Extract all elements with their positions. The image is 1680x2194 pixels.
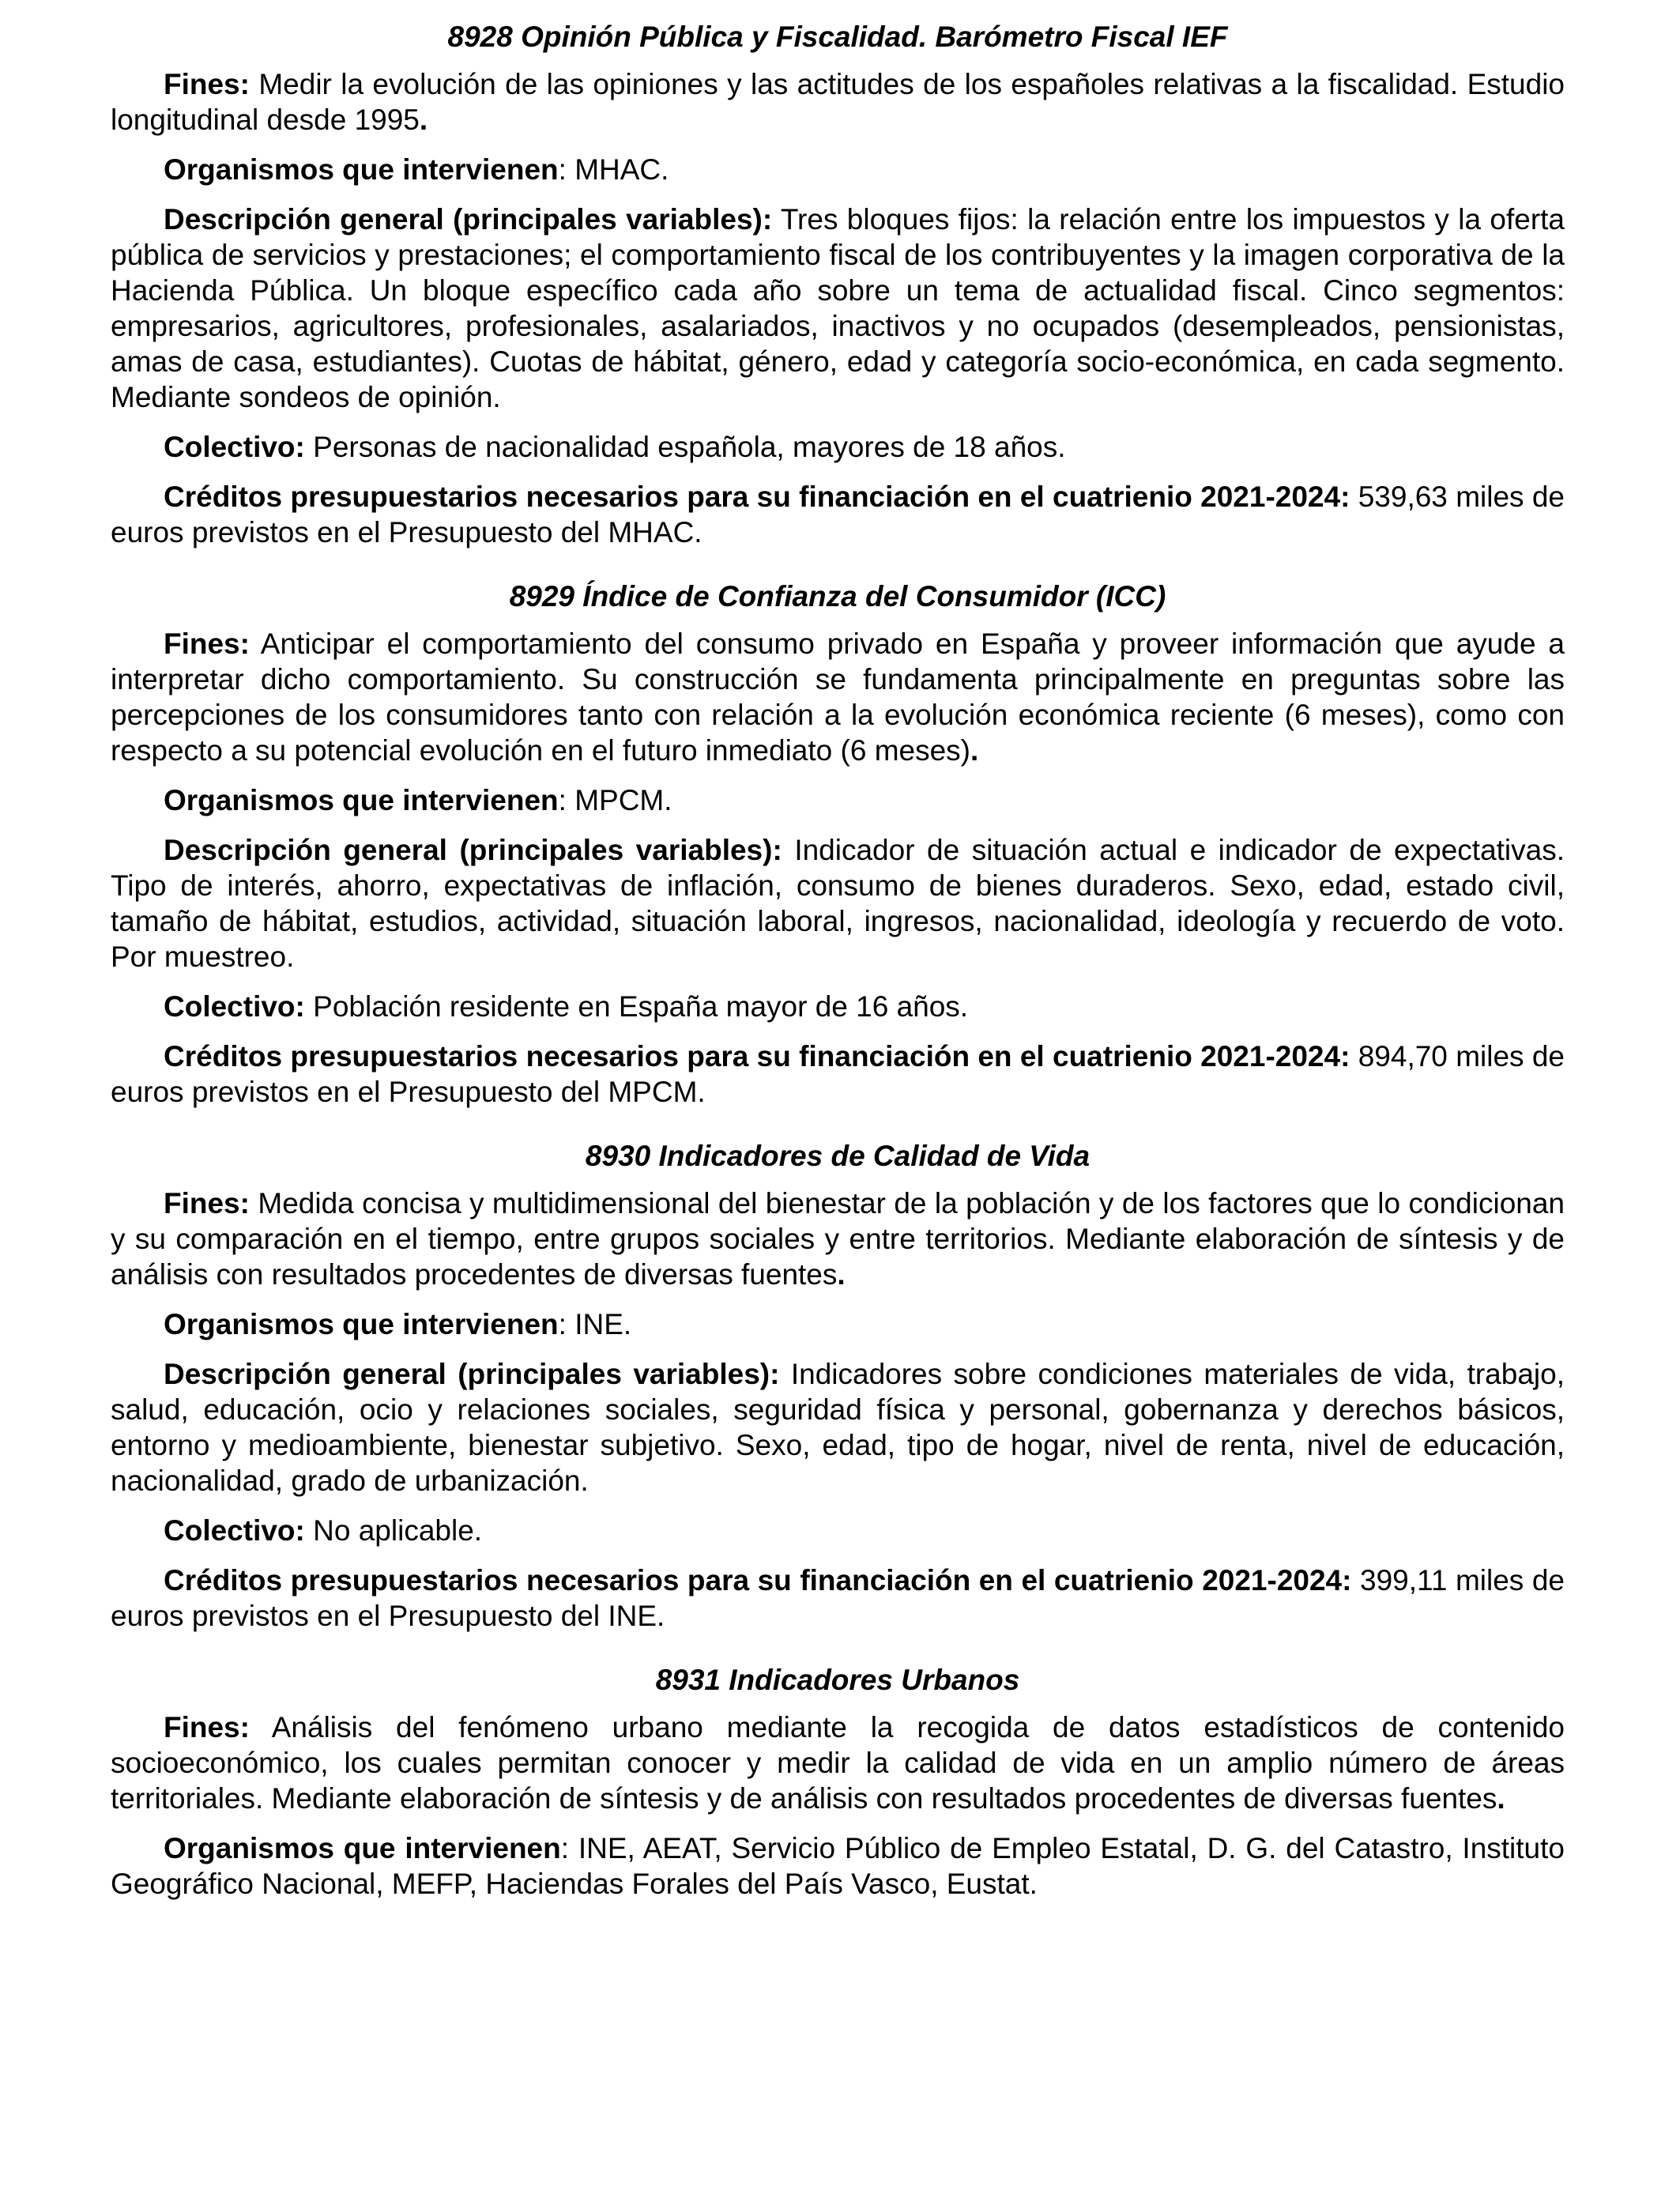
organismos-text: : MHAC. <box>558 153 669 186</box>
organismos-label: Organismos que intervienen <box>164 153 559 186</box>
colectivo-label: Colectivo: <box>164 990 305 1023</box>
colectivo-paragraph <box>111 1513 1565 1548</box>
entry-8928 <box>111 14 1565 550</box>
colectivo-text: Personas de nacionalidad española, mayores de 18 años. <box>304 431 1066 463</box>
creditos-text: 894,70 miles de euros previstos en el Presupuesto del MPCM. <box>111 1040 1565 1108</box>
fines-text: Análisis del fenómeno urbano mediante la recogida de datos estadísticos de contenido socioeconómico, los cuales permitan conocer y medir la calidad de vida en un amplio número de áreas territoriales. Mediante elaboración de síntesis y de análisis con resultados procedentes de diversas fuentes <box>111 1711 1565 1815</box>
fines-paragraph <box>111 1186 1565 1292</box>
organismos-label: Organismos que intervienen <box>164 1308 559 1340</box>
fines-label: Fines: <box>164 1711 250 1744</box>
organismos-paragraph <box>111 1306 1565 1342</box>
colectivo-paragraph <box>111 989 1565 1024</box>
descripcion-text: Indicador de situación actual e indicador de expectativas. Tipo de interés, ahorro, expectativas de inflación, consumo de bienes duraderos. Sexo, edad, estado civil, tamaño de hábitat, estudios, actividad, situación laboral, ingresos, nacionalidad, ideología y recuerdo de voto. Por muestreo. <box>111 834 1565 973</box>
organismos-paragraph <box>111 1830 1565 1902</box>
creditos-paragraph <box>111 1563 1565 1634</box>
creditos-text: 539,63 miles de euros previstos en el Presupuesto del MHAC. <box>111 481 1565 548</box>
fines-end: . <box>837 1258 846 1291</box>
colectivo-text: Población residente en España mayor de 16 años. <box>304 990 969 1023</box>
fines-paragraph <box>111 66 1565 138</box>
creditos-paragraph <box>111 479 1565 550</box>
fines-label: Fines: <box>164 628 250 660</box>
organismos-text: : INE. <box>558 1308 632 1340</box>
entry-title: 8929 Índice de Confianza del Consumidor (ICC) <box>509 580 1166 613</box>
creditos-label: Créditos presupuestarios necesarios para su financiación en el cuatrienio 2021-2024: <box>164 1040 1350 1072</box>
fines-paragraph <box>111 1710 1565 1816</box>
descripcion-paragraph <box>111 202 1565 415</box>
organismos-text: : MPCM. <box>558 784 672 816</box>
creditos-text: 399,11 miles de euros previstos en el Presupuesto del INE. <box>111 1564 1565 1632</box>
creditos-label: Créditos presupuestarios necesarios para su financiación en el cuatrienio 2021-2024: <box>164 1564 1352 1596</box>
spacer <box>111 564 1565 574</box>
fines-end: . <box>419 104 428 136</box>
fines-end: . <box>970 734 979 767</box>
organismos-paragraph <box>111 782 1565 818</box>
spacer <box>111 1648 1565 1657</box>
descripcion-paragraph <box>111 1356 1565 1498</box>
fines-end: . <box>1497 1782 1505 1815</box>
colectivo-paragraph <box>111 429 1565 465</box>
entry-8930 <box>111 1133 1565 1634</box>
spacer <box>111 1124 1565 1133</box>
organismos-label: Organismos que intervienen <box>164 784 559 816</box>
fines-text: Anticipar el comportamiento del consumo privado en España y proveer información que ayude a interpretar dicho comportamiento. Su construcción se fundamenta principalmente en preguntas sobre las percepciones de los consumidores tanto con relación a la evolución económica reciente (6 meses), como con respecto a su potencial evolución en el futuro inmediato (6 meses) <box>111 628 1565 767</box>
entry-8929 <box>111 574 1565 1110</box>
organismos-label: Organismos que intervienen <box>164 1832 561 1864</box>
descripcion-label: Descripción general (principales variables): <box>164 834 782 866</box>
descripcion-text: Indicadores sobre condiciones materiales de vida, trabajo, salud, educación, ocio y relaciones sociales, seguridad física y personal, gobernanza y derechos básicos, entorno y medioambiente, bienestar subjetivo. Sexo, edad, tipo de hogar, nivel de renta, nivel de educación, nacionalidad, grado de urbanización. <box>111 1358 1565 1497</box>
colectivo-label: Colectivo: <box>164 431 305 463</box>
organismos-paragraph <box>111 152 1565 187</box>
document-page <box>111 14 1565 1916</box>
organismos-text: : INE, AEAT, Servicio Público de Empleo Estatal, D. G. del Catastro, Instituto Geográfico Nacional, MEFP, Haciendas Forales del País Vasco, Eustat. <box>111 1832 1565 1900</box>
colectivo-label: Colectivo: <box>164 1514 305 1547</box>
colectivo-text: No aplicable. <box>304 1514 483 1547</box>
descripcion-paragraph <box>111 832 1565 974</box>
fines-text: Medida concisa y multidimensional del bienestar de la población y de los factores que lo condicionan y su comparación en el tiempo, entre grupos sociales y entre territorios. Mediante elaboración de síntesis y de análisis con resultados procedentes de diversas fuentes <box>111 1187 1565 1291</box>
entry-title: 8931 Indicadores Urbanos <box>655 1664 1020 1696</box>
creditos-paragraph <box>111 1039 1565 1110</box>
fines-paragraph <box>111 626 1565 768</box>
entry-8931 <box>111 1657 1565 1902</box>
descripcion-text: Tres bloques fijos: la relación entre los impuestos y la oferta pública de servicios y prestaciones; el comportamiento fiscal de los contribuyentes y la imagen corporativa de la Hacienda Pública. Un bloque específico cada año sobre un tema de actualidad fiscal. Cinco segmentos: empresarios, agricultores, profesionales, asalariados, inactivos y no ocupados (desempleados, pensionistas, amas de casa, estudiantes). Cuotas de hábitat, género, edad y categoría socio-económica, en cada segmento. Mediante sondeos de opinión. <box>111 203 1565 413</box>
descripcion-label: Descripción general (principales variables): <box>164 203 773 236</box>
fines-label: Fines: <box>164 1187 250 1220</box>
fines-text: Medir la evolución de las opiniones y las actitudes de los españoles relativas a la fiscalidad. Estudio longitudinal desde 1995 <box>111 68 1565 136</box>
entry-title: 8928 Opinión Pública y Fiscalidad. Barómetro Fiscal IEF <box>447 21 1228 53</box>
creditos-label: Créditos presupuestarios necesarios para su financiación en el cuatrienio 2021-2024: <box>164 481 1350 513</box>
entry-title: 8930 Indicadores de Calidad de Vida <box>585 1140 1090 1172</box>
descripcion-label: Descripción general (principales variables): <box>164 1358 780 1390</box>
fines-label: Fines: <box>164 68 250 100</box>
